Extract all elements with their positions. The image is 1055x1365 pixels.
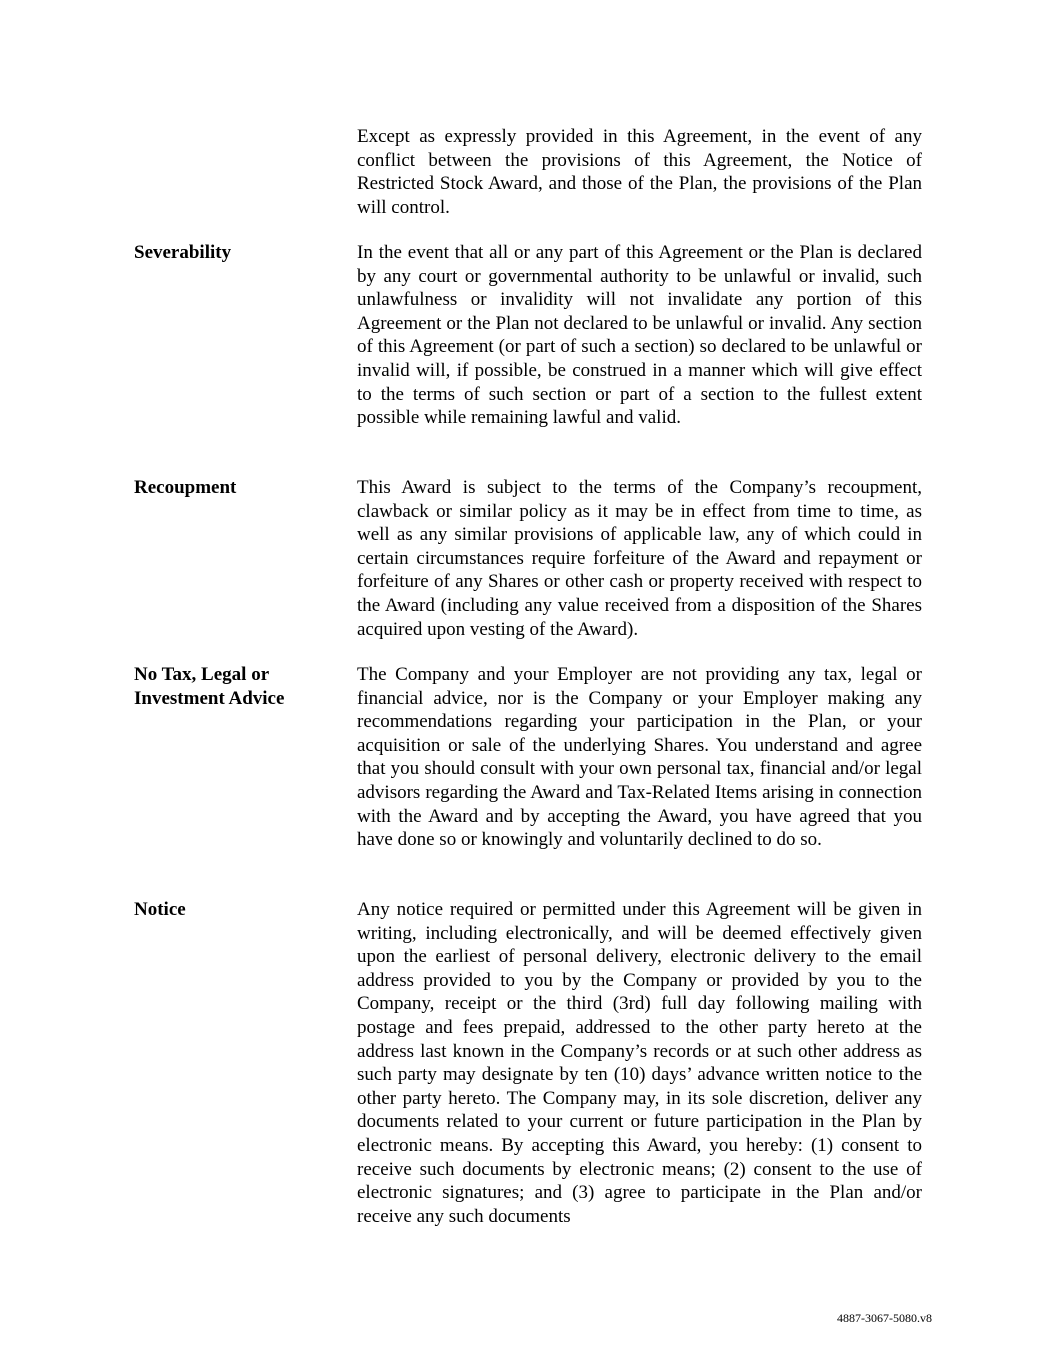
intro-text: Except as expressly provided in this Agreement, in the event of any conflict between the provisions of this Agreement, the Notice of Restricted Stock Award, and those of the Plan, the provisions of the Plan will control.	[357, 126, 922, 218]
section-text: In the event that all or any part of this Agreement or the Plan is declared by any court or governmental authority to be unlawful or invalid, such unlawfulness or invalidity will not invalidate any portion of this Agreement or the Plan not declared to be unlawful or invalid. Any section of this Agreement (or part of such a section) so declared to be unlawful or invalid will, if possible, be construed in a manner which will give effect to the terms of such section or part of a section to the fullest extent possible while remaining lawful and valid.	[357, 242, 922, 429]
document-id-footer: 4887-3067-5080.v8	[837, 1311, 932, 1325]
intro-paragraph	[357, 125, 922, 219]
section-text: This Award is subject to the terms of the Company’s recoupment, clawback or similar policy as it may be in effect from time to time, as well as any similar provisions of applicable law, any of which could in certain circumstances require forfeiture of the Award and repayment or forfeiture of any Shares or other cash or property received with respect to the Award (including any value received from a disposition of the Shares acquired upon vesting of the Award).	[357, 477, 922, 640]
section-heading: Notice	[134, 899, 186, 920]
section-heading: No Tax, Legal or Investment Advice	[134, 664, 285, 709]
section-text: The Company and your Employer are not providing any tax, legal or financial advice, nor is the Company or your Employer making any recommendations regarding your participation in the Plan, or your acquisition or sale of the underlying Shares. You understand and agree that you should consult with your own personal tax, financial and/or legal advisors regarding the Award and Tax-Related Items arising in connection with the Award and by accepting the Award, you have agreed that you have done so or knowingly and voluntarily declined to do so.	[357, 664, 922, 851]
section-text: Any notice required or permitted under this Agreement will be given in writing, including electronically, and will be deemed effectively given upon the earliest of personal delivery, electronic delivery to the email address provided to you by the Company or provided by you to the Company, receipt or the third (3rd) full day following mailing with postage and fees prepaid, addressed to the other party hereto at the address last known in the Company’s records or at such other address as such party may designate by ten (10) days’ advance written notice to the other party hereto. The Company may, in its sole discretion, deliver any documents related to your current or future participation in the Plan by electronic means. By accepting this Award, you hereby: (1) consent to receive such documents by electronic means; (2) consent to the use of electronic signatures; and (3) agree to participate in the Plan and/or receive any such documents	[357, 899, 922, 1227]
section-heading: Recoupment	[134, 477, 237, 498]
section-heading: Severability	[134, 242, 232, 263]
